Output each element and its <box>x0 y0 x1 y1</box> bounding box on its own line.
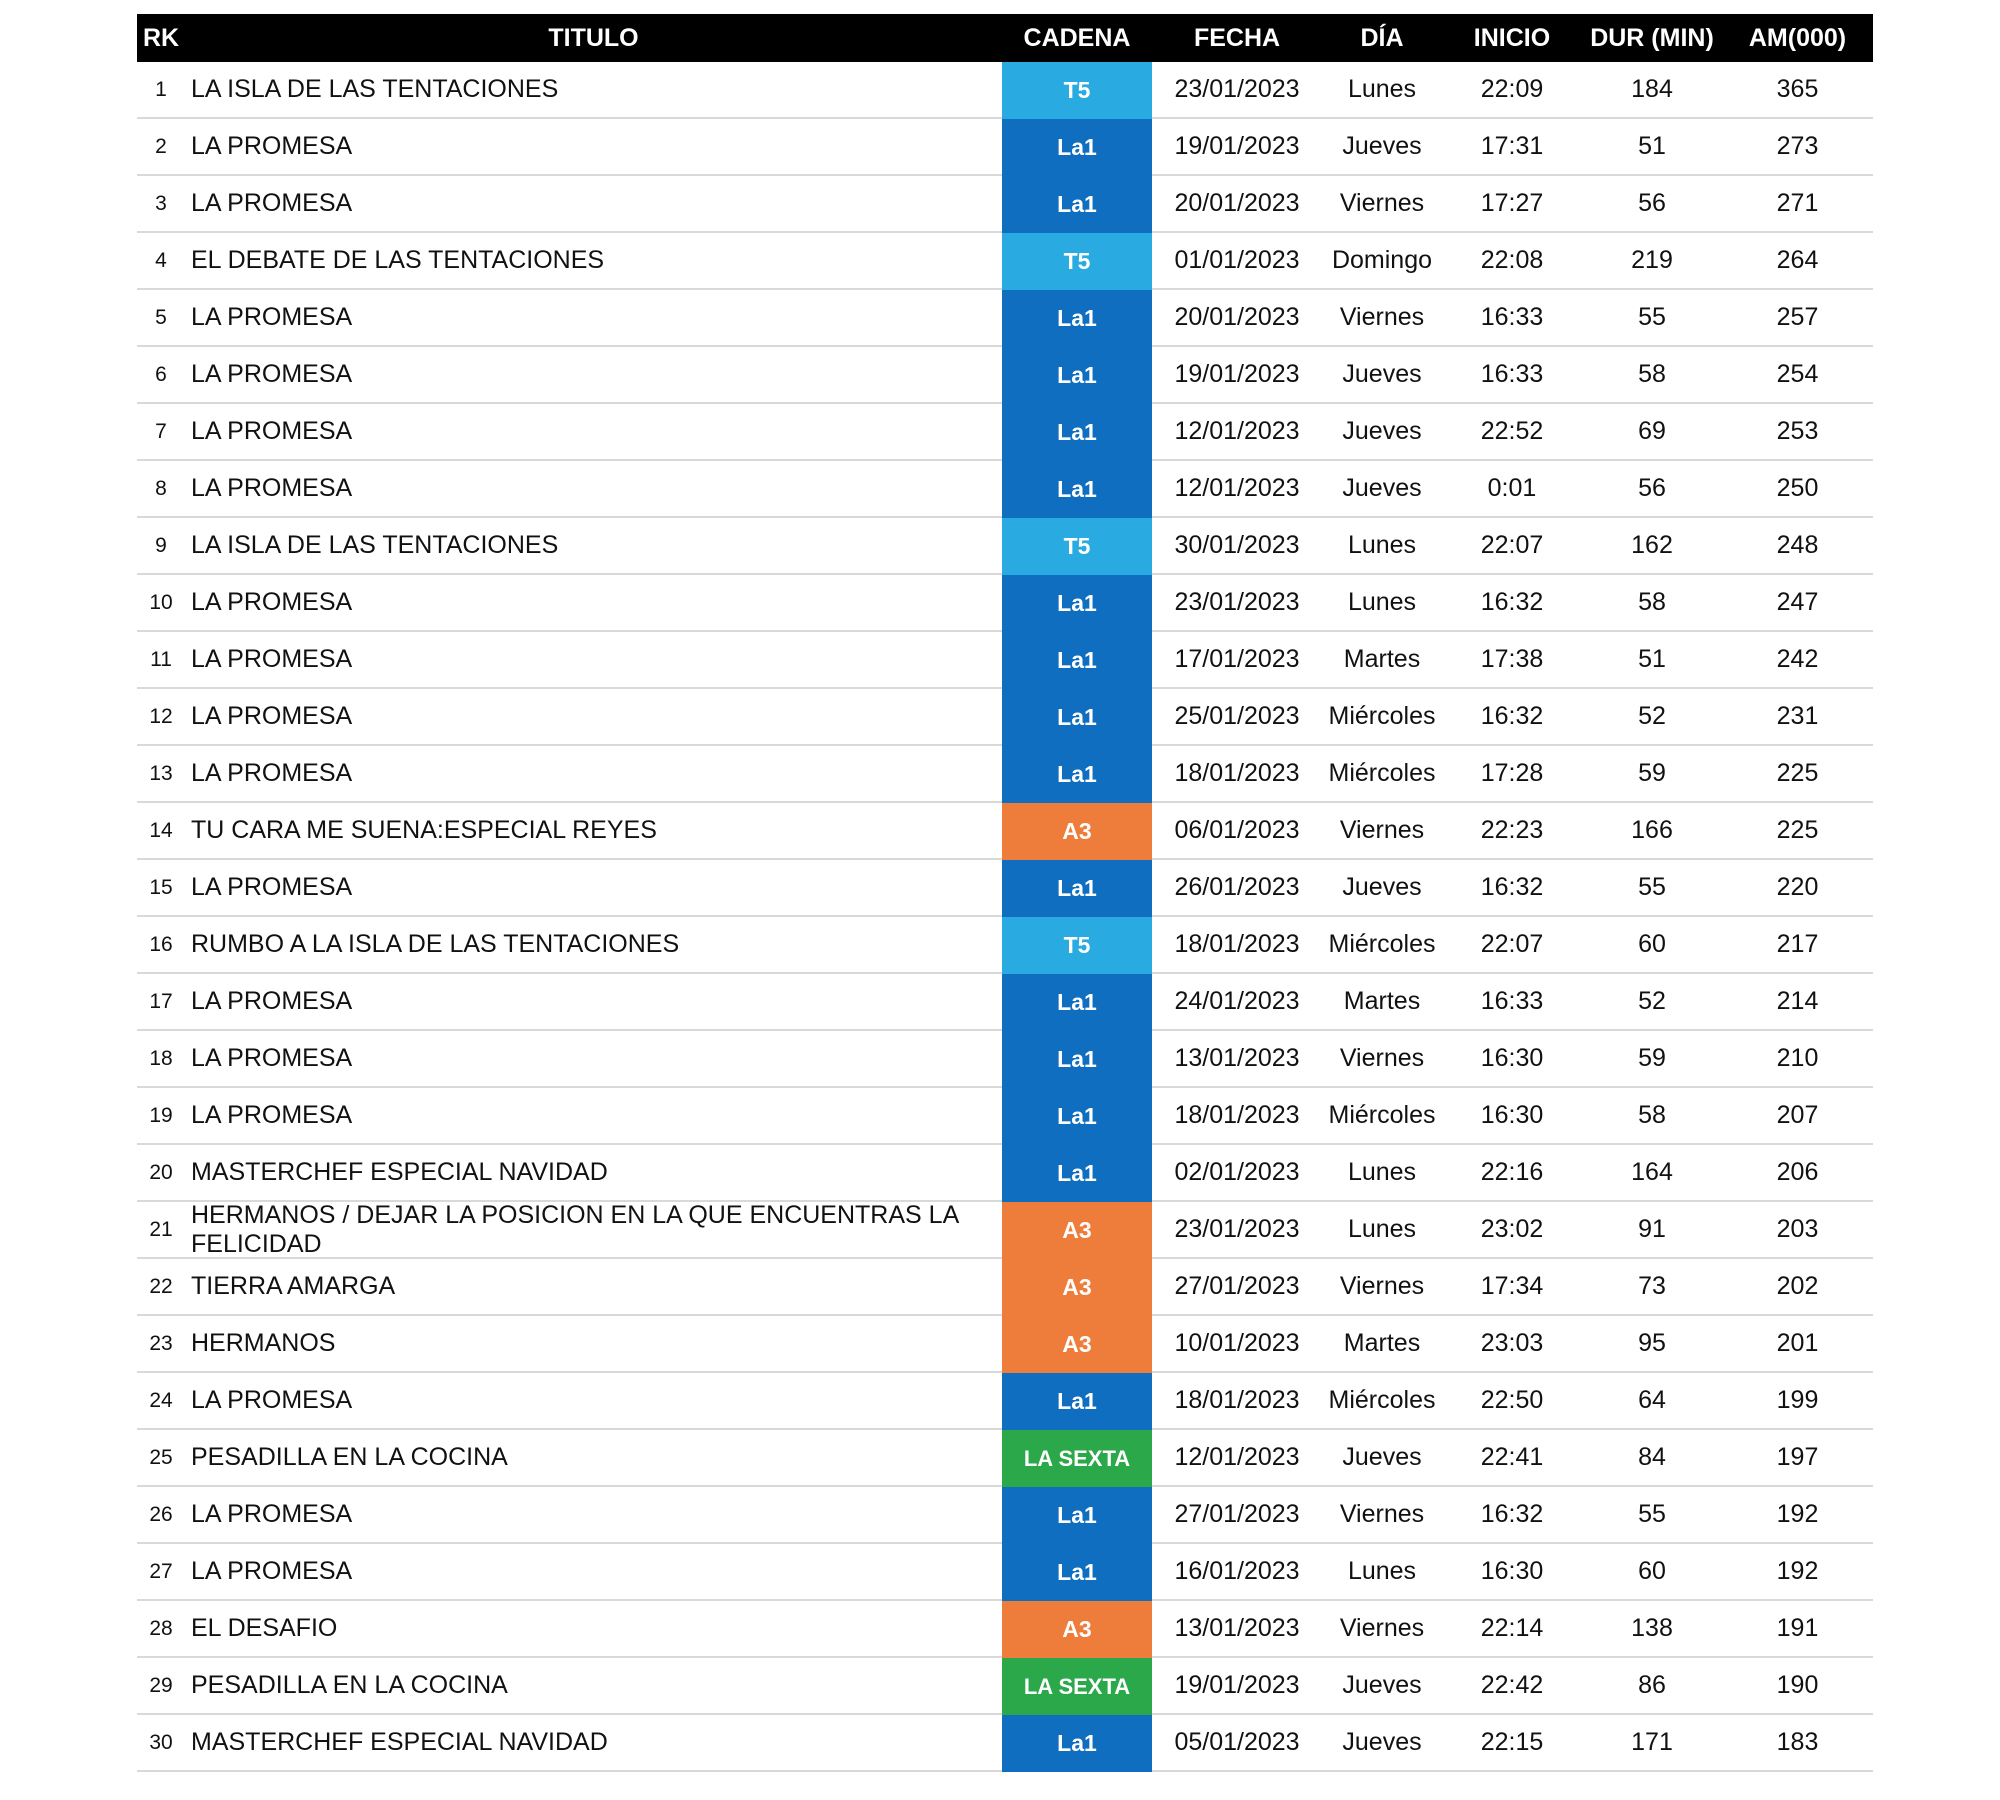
cell-dia: Domingo <box>1331 246 1433 274</box>
cell-dur: 55 <box>1638 873 1666 901</box>
cell-fecha: 20/01/2023 <box>1174 303 1300 331</box>
cell-titulo: MASTERCHEF ESPECIAL NAVIDAD <box>191 1158 608 1186</box>
cell-inicio: 22:42 <box>1480 1671 1544 1699</box>
cell-dur: 64 <box>1638 1386 1666 1414</box>
cell-titulo: LA PROMESA <box>191 702 353 730</box>
cell-fecha: 12/01/2023 <box>1174 1443 1300 1471</box>
cell-fecha: 17/01/2023 <box>1174 645 1300 673</box>
cell-dur: 60 <box>1638 930 1666 958</box>
cell-rk: 26 <box>149 1502 173 1526</box>
cell-am: 217 <box>1776 930 1819 958</box>
cell-titulo: LA PROMESA <box>191 189 353 217</box>
cell-inicio: 16:30 <box>1480 1044 1544 1072</box>
cell-am: 202 <box>1776 1272 1819 1300</box>
cell-dia: Lunes <box>1347 531 1417 559</box>
cell-inicio: 17:38 <box>1480 645 1544 673</box>
header-dur: DUR (MIN) <box>1590 23 1714 52</box>
ranking-table <box>137 14 1873 1772</box>
cell-dia: Miércoles <box>1328 1101 1436 1129</box>
cell-dur: 59 <box>1638 759 1666 787</box>
table-row <box>137 1259 1873 1316</box>
cell-inicio: 22:14 <box>1480 1614 1544 1642</box>
cell-rk: 5 <box>155 305 167 329</box>
cell-dia: Jueves <box>1342 1443 1422 1471</box>
cell-inicio: 0:01 <box>1487 474 1537 502</box>
cell-am: 210 <box>1776 1044 1819 1072</box>
cell-cadena: La1 <box>1002 119 1152 176</box>
cell-fecha: 06/01/2023 <box>1174 816 1300 844</box>
cell-fecha: 19/01/2023 <box>1174 132 1300 160</box>
cell-titulo: LA ISLA DE LAS TENTACIONES <box>191 531 559 559</box>
cell-am: 273 <box>1776 132 1819 160</box>
cell-am: 197 <box>1776 1443 1819 1471</box>
cell-cadena: La1 <box>1002 1487 1152 1544</box>
cell-fecha: 18/01/2023 <box>1174 1386 1300 1414</box>
cell-fecha: 18/01/2023 <box>1174 930 1300 958</box>
cell-cadena: La1 <box>1002 461 1152 518</box>
cell-titulo: PESADILLA EN LA COCINA <box>191 1671 508 1699</box>
cell-am: 257 <box>1776 303 1819 331</box>
cell-am: 192 <box>1776 1500 1819 1528</box>
cell-inicio: 16:32 <box>1480 588 1544 616</box>
cell-titulo: LA PROMESA <box>191 1386 353 1414</box>
cell-dur: 69 <box>1638 417 1666 445</box>
cell-inicio: 22:07 <box>1480 930 1544 958</box>
cell-rk: 7 <box>155 419 167 443</box>
cell-dur: 184 <box>1631 75 1673 103</box>
cell-inicio: 17:34 <box>1480 1272 1544 1300</box>
cell-titulo: PESADILLA EN LA COCINA <box>191 1443 508 1471</box>
cell-fecha: 25/01/2023 <box>1174 702 1300 730</box>
table-row <box>137 119 1873 176</box>
cell-am: 225 <box>1776 816 1819 844</box>
cell-titulo: LA PROMESA <box>191 417 353 445</box>
table-body <box>137 62 1873 1772</box>
table-row <box>137 1430 1873 1487</box>
cell-dur: 171 <box>1631 1728 1673 1756</box>
cell-rk: 3 <box>155 191 167 215</box>
cell-dur: 51 <box>1638 132 1666 160</box>
cell-inicio: 16:30 <box>1480 1557 1544 1585</box>
header-rk: RK <box>142 23 180 52</box>
cell-titulo: LA PROMESA <box>191 588 353 616</box>
cell-dur: 95 <box>1638 1329 1666 1357</box>
cell-titulo: LA PROMESA <box>191 1500 353 1528</box>
header-cadena: CADENA <box>1023 23 1131 52</box>
cell-dia: Jueves <box>1342 360 1422 388</box>
table-row <box>137 176 1873 233</box>
cell-am: 214 <box>1776 987 1819 1015</box>
cell-dia: Viernes <box>1339 1044 1425 1072</box>
table-row <box>137 1715 1873 1772</box>
cell-am: 183 <box>1776 1728 1819 1756</box>
table-row <box>137 1031 1873 1088</box>
cell-dur: 51 <box>1638 645 1666 673</box>
cell-titulo: HERMANOS / DEJAR LA POSICION EN LA QUE ENCUENTRAS LA FELICIDAD <box>191 1200 958 1258</box>
cell-dur: 84 <box>1638 1443 1666 1471</box>
cell-dia: Jueves <box>1342 1671 1422 1699</box>
cell-inicio: 16:33 <box>1480 360 1544 388</box>
cell-dia: Viernes <box>1339 1500 1425 1528</box>
cell-dur: 162 <box>1631 531 1673 559</box>
cell-titulo: LA ISLA DE LAS TENTACIONES <box>191 75 559 103</box>
cell-fecha: 13/01/2023 <box>1174 1614 1300 1642</box>
cell-dia: Martes <box>1343 987 1421 1015</box>
cell-cadena: A3 <box>1002 1202 1152 1259</box>
table-row <box>137 1544 1873 1601</box>
cell-inicio: 17:31 <box>1480 132 1544 160</box>
cell-dur: 166 <box>1631 816 1673 844</box>
cell-dia: Viernes <box>1339 1614 1425 1642</box>
cell-fecha: 12/01/2023 <box>1174 417 1300 445</box>
cell-titulo: LA PROMESA <box>191 645 353 673</box>
cell-rk: 27 <box>149 1559 173 1583</box>
cell-dia: Miércoles <box>1328 759 1436 787</box>
table-row <box>137 803 1873 860</box>
cell-cadena: La1 <box>1002 1544 1152 1601</box>
cell-am: 231 <box>1776 702 1819 730</box>
cell-rk: 24 <box>149 1388 173 1412</box>
cell-rk: 13 <box>149 761 173 785</box>
table-row <box>137 233 1873 290</box>
cell-fecha: 05/01/2023 <box>1174 1728 1300 1756</box>
cell-cadena: La1 <box>1002 1145 1152 1202</box>
cell-dia: Lunes <box>1347 1215 1417 1243</box>
cell-titulo: LA PROMESA <box>191 1557 353 1585</box>
cell-inicio: 22:16 <box>1480 1158 1544 1186</box>
cell-rk: 16 <box>149 932 173 956</box>
cell-fecha: 23/01/2023 <box>1174 75 1300 103</box>
cell-dur: 56 <box>1638 474 1666 502</box>
cell-dur: 138 <box>1631 1614 1673 1642</box>
cell-cadena: La1 <box>1002 404 1152 461</box>
cell-cadena: La1 <box>1002 575 1152 632</box>
cell-fecha: 02/01/2023 <box>1174 1158 1300 1186</box>
cell-am: 271 <box>1776 189 1819 217</box>
cell-rk: 28 <box>149 1616 173 1640</box>
header-titulo: TITULO <box>548 23 639 52</box>
table-row <box>137 290 1873 347</box>
cell-cadena: La1 <box>1002 746 1152 803</box>
table-row <box>137 746 1873 803</box>
cell-dur: 73 <box>1638 1272 1666 1300</box>
cell-fecha: 24/01/2023 <box>1174 987 1300 1015</box>
cell-titulo: LA PROMESA <box>191 1101 353 1129</box>
cell-dia: Jueves <box>1342 417 1422 445</box>
cell-rk: 17 <box>149 989 173 1013</box>
cell-fecha: 16/01/2023 <box>1174 1557 1300 1585</box>
cell-am: 247 <box>1776 588 1819 616</box>
cell-cadena: A3 <box>1002 803 1152 860</box>
cell-titulo: LA PROMESA <box>191 873 353 901</box>
cell-am: 220 <box>1776 873 1819 901</box>
cell-cadena: La1 <box>1002 860 1152 917</box>
cell-fecha: 19/01/2023 <box>1174 1671 1300 1699</box>
cell-inicio: 23:02 <box>1480 1215 1544 1243</box>
cell-inicio: 22:50 <box>1480 1386 1544 1414</box>
cell-titulo: EL DESAFIO <box>191 1614 338 1642</box>
cell-fecha: 10/01/2023 <box>1174 1329 1300 1357</box>
cell-rk: 10 <box>149 590 173 614</box>
cell-dia: Jueves <box>1342 873 1422 901</box>
cell-dur: 52 <box>1638 987 1666 1015</box>
cell-am: 254 <box>1776 360 1819 388</box>
cell-fecha: 27/01/2023 <box>1174 1500 1300 1528</box>
header-fecha: FECHA <box>1193 23 1281 52</box>
table-row <box>137 1145 1873 1202</box>
cell-titulo: EL DEBATE DE LAS TENTACIONES <box>191 246 605 274</box>
cell-fecha: 26/01/2023 <box>1174 873 1300 901</box>
cell-am: 242 <box>1776 645 1819 673</box>
cell-cadena: LA SEXTA <box>1002 1430 1152 1487</box>
cell-inicio: 22:23 <box>1480 816 1544 844</box>
cell-titulo: LA PROMESA <box>191 132 353 160</box>
cell-dia: Lunes <box>1347 588 1417 616</box>
cell-rk: 9 <box>155 533 167 557</box>
table-row <box>137 461 1873 518</box>
cell-fecha: 13/01/2023 <box>1174 1044 1300 1072</box>
cell-dur: 55 <box>1638 303 1666 331</box>
cell-rk: 29 <box>149 1673 173 1697</box>
cell-rk: 12 <box>149 704 173 728</box>
header-inicio: INICIO <box>1473 23 1551 52</box>
cell-inicio: 22:15 <box>1480 1728 1544 1756</box>
cell-titulo: LA PROMESA <box>191 987 353 1015</box>
cell-cadena: T5 <box>1002 233 1152 290</box>
cell-inicio: 22:52 <box>1480 417 1544 445</box>
cell-rk: 4 <box>155 248 167 272</box>
cell-rk: 11 <box>150 647 172 671</box>
cell-titulo: TIERRA AMARGA <box>191 1272 396 1300</box>
cell-dia: Miércoles <box>1328 702 1436 730</box>
header-am: AM(000) <box>1748 23 1847 52</box>
cell-rk: 14 <box>149 818 173 842</box>
table-row <box>137 632 1873 689</box>
cell-titulo: LA PROMESA <box>191 1044 353 1072</box>
cell-dur: 52 <box>1638 702 1666 730</box>
cell-am: 207 <box>1776 1101 1819 1129</box>
cell-inicio: 22:09 <box>1480 75 1544 103</box>
table-row <box>137 1202 1873 1259</box>
cell-cadena: A3 <box>1002 1259 1152 1316</box>
cell-cadena: T5 <box>1002 62 1152 119</box>
cell-titulo: LA PROMESA <box>191 303 353 331</box>
cell-dur: 59 <box>1638 1044 1666 1072</box>
table-row <box>137 1373 1873 1430</box>
cell-inicio: 16:32 <box>1480 1500 1544 1528</box>
table-row <box>137 518 1873 575</box>
cell-dur: 58 <box>1638 588 1666 616</box>
cell-am: 253 <box>1776 417 1819 445</box>
cell-fecha: 18/01/2023 <box>1174 759 1300 787</box>
cell-rk: 30 <box>149 1730 173 1754</box>
cell-dur: 91 <box>1638 1215 1666 1243</box>
cell-am: 250 <box>1776 474 1819 502</box>
cell-dia: Lunes <box>1347 1158 1417 1186</box>
cell-cadena: A3 <box>1002 1316 1152 1373</box>
header-dia: DÍA <box>1360 23 1404 52</box>
cell-dia: Martes <box>1343 645 1421 673</box>
cell-dia: Jueves <box>1342 474 1422 502</box>
table-row <box>137 1487 1873 1544</box>
table-row <box>137 974 1873 1031</box>
cell-titulo: LA PROMESA <box>191 360 353 388</box>
cell-rk: 23 <box>149 1331 173 1355</box>
cell-dia: Miércoles <box>1328 930 1436 958</box>
cell-am: 191 <box>1776 1614 1819 1642</box>
cell-cadena: La1 <box>1002 1715 1152 1772</box>
table-row <box>137 1658 1873 1715</box>
cell-fecha: 01/01/2023 <box>1174 246 1300 274</box>
cell-fecha: 23/01/2023 <box>1174 1215 1300 1243</box>
cell-dur: 219 <box>1631 246 1673 274</box>
table-row <box>137 62 1873 119</box>
cell-titulo: MASTERCHEF ESPECIAL NAVIDAD <box>191 1728 608 1756</box>
cell-dia: Viernes <box>1339 189 1425 217</box>
cell-inicio: 16:33 <box>1480 987 1544 1015</box>
cell-cadena: La1 <box>1002 974 1152 1031</box>
cell-dur: 60 <box>1638 1557 1666 1585</box>
cell-inicio: 17:28 <box>1480 759 1544 787</box>
cell-cadena: La1 <box>1002 1088 1152 1145</box>
cell-rk: 22 <box>149 1274 173 1298</box>
cell-am: 199 <box>1776 1386 1819 1414</box>
cell-rk: 25 <box>149 1445 173 1469</box>
cell-fecha: 18/01/2023 <box>1174 1101 1300 1129</box>
cell-cadena: A3 <box>1002 1601 1152 1658</box>
cell-inicio: 16:30 <box>1480 1101 1544 1129</box>
cell-dia: Jueves <box>1342 1728 1422 1756</box>
table-row <box>137 1088 1873 1145</box>
cell-am: 190 <box>1776 1671 1819 1699</box>
cell-cadena: La1 <box>1002 176 1152 233</box>
table-row <box>137 404 1873 461</box>
cell-inicio: 16:32 <box>1480 702 1544 730</box>
cell-rk: 8 <box>155 476 167 500</box>
cell-inicio: 16:32 <box>1480 873 1544 901</box>
cell-fecha: 12/01/2023 <box>1174 474 1300 502</box>
cell-fecha: 30/01/2023 <box>1174 531 1300 559</box>
cell-inicio: 22:07 <box>1480 531 1544 559</box>
cell-dur: 164 <box>1631 1158 1673 1186</box>
cell-cadena: La1 <box>1002 1031 1152 1088</box>
table-row <box>137 1316 1873 1373</box>
cell-titulo: LA PROMESA <box>191 474 353 502</box>
cell-cadena: La1 <box>1002 1373 1152 1430</box>
cell-am: 201 <box>1776 1329 1819 1357</box>
cell-inicio: 22:08 <box>1480 246 1544 274</box>
cell-dia: Miércoles <box>1328 1386 1436 1414</box>
cell-rk: 21 <box>149 1217 173 1241</box>
cell-dia: Viernes <box>1339 1272 1425 1300</box>
cell-dia: Viernes <box>1339 303 1425 331</box>
cell-titulo: TU CARA ME SUENA:ESPECIAL REYES <box>191 816 657 844</box>
cell-dur: 58 <box>1638 360 1666 388</box>
cell-am: 248 <box>1776 531 1819 559</box>
cell-titulo: LA PROMESA <box>191 759 353 787</box>
cell-fecha: 19/01/2023 <box>1174 360 1300 388</box>
cell-dia: Martes <box>1343 1329 1421 1357</box>
table-row <box>137 689 1873 746</box>
cell-am: 206 <box>1776 1158 1819 1186</box>
cell-titulo: HERMANOS <box>191 1329 336 1357</box>
cell-rk: 19 <box>149 1103 173 1127</box>
table-row <box>137 1601 1873 1658</box>
cell-dia: Viernes <box>1339 816 1425 844</box>
cell-dur: 55 <box>1638 1500 1666 1528</box>
cell-am: 264 <box>1776 246 1819 274</box>
cell-rk: 18 <box>149 1046 173 1070</box>
table-row <box>137 347 1873 404</box>
cell-inicio: 22:41 <box>1480 1443 1544 1471</box>
cell-cadena: La1 <box>1002 290 1152 347</box>
cell-am: 192 <box>1776 1557 1819 1585</box>
cell-cadena: T5 <box>1002 917 1152 974</box>
cell-am: 225 <box>1776 759 1819 787</box>
cell-dur: 56 <box>1638 189 1666 217</box>
table-header <box>137 14 1873 62</box>
cell-dia: Lunes <box>1347 75 1417 103</box>
cell-rk: 20 <box>149 1160 173 1184</box>
cell-cadena: T5 <box>1002 518 1152 575</box>
cell-fecha: 27/01/2023 <box>1174 1272 1300 1300</box>
cell-fecha: 23/01/2023 <box>1174 588 1300 616</box>
cell-inicio: 17:27 <box>1480 189 1544 217</box>
cell-cadena: LA SEXTA <box>1002 1658 1152 1715</box>
cell-am: 203 <box>1776 1215 1819 1243</box>
cell-rk: 1 <box>155 77 167 101</box>
cell-dia: Jueves <box>1342 132 1422 160</box>
cell-rk: 2 <box>155 134 167 158</box>
cell-cadena: La1 <box>1002 632 1152 689</box>
cell-inicio: 23:03 <box>1480 1329 1544 1357</box>
cell-rk: 6 <box>155 362 167 386</box>
cell-rk: 15 <box>149 875 173 899</box>
table-row <box>137 860 1873 917</box>
table-row <box>137 917 1873 974</box>
cell-cadena: La1 <box>1002 347 1152 404</box>
cell-dur: 58 <box>1638 1101 1666 1129</box>
cell-fecha: 20/01/2023 <box>1174 189 1300 217</box>
table-row <box>137 575 1873 632</box>
cell-inicio: 16:33 <box>1480 303 1544 331</box>
cell-cadena: La1 <box>1002 689 1152 746</box>
cell-dur: 86 <box>1638 1671 1666 1699</box>
cell-am: 365 <box>1776 75 1819 103</box>
cell-dia: Lunes <box>1347 1557 1417 1585</box>
cell-titulo: RUMBO A LA ISLA DE LAS TENTACIONES <box>191 930 680 958</box>
